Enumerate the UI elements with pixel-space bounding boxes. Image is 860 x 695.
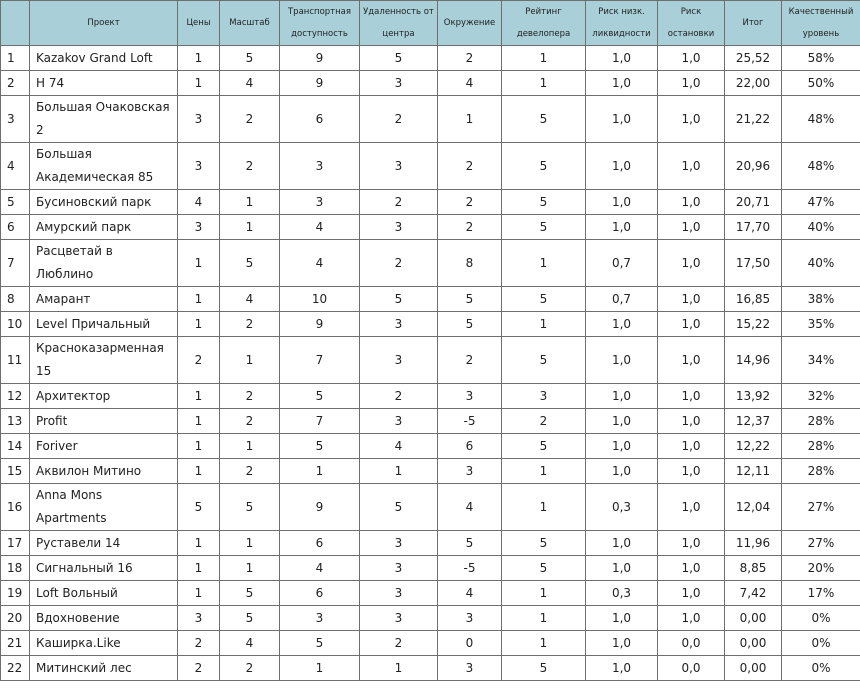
table-row: [1, 384, 860, 409]
project-name-cell: Anna Mons Apartments: [30, 484, 178, 531]
prices-cell: 3: [178, 96, 220, 143]
distance-cell: 3: [360, 143, 438, 190]
transport-cell: 6: [280, 581, 360, 606]
transport-cell: 4: [280, 215, 360, 240]
environment-cell: 3: [438, 606, 502, 631]
transport-cell: 4: [280, 240, 360, 287]
transport-cell: 6: [280, 531, 360, 556]
environment-cell: 3: [438, 459, 502, 484]
distance-cell: 3: [360, 409, 438, 434]
prices-cell: 1: [178, 384, 220, 409]
stop-risk-cell: 1,0: [658, 556, 725, 581]
environment-cell: 8: [438, 240, 502, 287]
scale-cell: 2: [220, 656, 280, 681]
project-name-cell: Амарант: [30, 287, 178, 312]
transport-cell: 5: [280, 384, 360, 409]
transport-cell: 3: [280, 143, 360, 190]
scale-cell: 2: [220, 143, 280, 190]
environment-cell: 2: [438, 215, 502, 240]
row-number-cell: 18: [1, 556, 30, 581]
row-number-cell: 10: [1, 312, 30, 337]
quality-cell: 50%: [782, 71, 860, 96]
scale-cell: 2: [220, 96, 280, 143]
developer-rating-cell: 1: [502, 606, 586, 631]
project-name-cell: Амурский парк: [30, 215, 178, 240]
distance-cell: 1: [360, 459, 438, 484]
row-number-cell: 4: [1, 143, 30, 190]
quality-cell: 47%: [782, 190, 860, 215]
developer-rating-cell: 1: [502, 240, 586, 287]
distance-cell: 3: [360, 531, 438, 556]
scale-cell: 4: [220, 287, 280, 312]
transport-cell: 4: [280, 556, 360, 581]
transport-cell: 9: [280, 46, 360, 71]
distance-cell: 2: [360, 384, 438, 409]
col-header-quality: Качественный уровень: [782, 1, 860, 46]
col-header-project: Проект: [30, 1, 178, 46]
col-header-environment: Окружение: [438, 1, 502, 46]
project-name-cell: Большая Академическая 85: [30, 143, 178, 190]
total-cell: 7,42: [725, 581, 782, 606]
total-cell: 0,00: [725, 656, 782, 681]
row-number-cell: 7: [1, 240, 30, 287]
prices-cell: 5: [178, 484, 220, 531]
stop-risk-cell: 1,0: [658, 143, 725, 190]
prices-cell: 1: [178, 434, 220, 459]
developer-rating-cell: 5: [502, 190, 586, 215]
stop-risk-cell: 0,0: [658, 631, 725, 656]
row-number-cell: 13: [1, 409, 30, 434]
scale-cell: 1: [220, 190, 280, 215]
stop-risk-cell: 1,0: [658, 459, 725, 484]
table-row: [1, 71, 860, 96]
total-cell: 12,04: [725, 484, 782, 531]
col-header-prices: Цены: [178, 1, 220, 46]
liquidity-risk-cell: 0,7: [586, 240, 658, 287]
distance-cell: 2: [360, 190, 438, 215]
developer-rating-cell: 1: [502, 631, 586, 656]
project-name-cell: Руставели 14: [30, 531, 178, 556]
quality-cell: 34%: [782, 337, 860, 384]
prices-cell: 1: [178, 287, 220, 312]
environment-cell: 5: [438, 531, 502, 556]
distance-cell: 3: [360, 71, 438, 96]
transport-cell: 9: [280, 312, 360, 337]
transport-cell: 9: [280, 71, 360, 96]
distance-cell: 3: [360, 556, 438, 581]
liquidity-risk-cell: 1,0: [586, 96, 658, 143]
quality-cell: 0%: [782, 606, 860, 631]
stop-risk-cell: 1,0: [658, 240, 725, 287]
row-number-cell: 2: [1, 71, 30, 96]
liquidity-risk-cell: 1,0: [586, 71, 658, 96]
col-header-scale: Масштаб: [220, 1, 280, 46]
total-cell: 17,70: [725, 215, 782, 240]
developer-rating-cell: 1: [502, 312, 586, 337]
quality-cell: 40%: [782, 215, 860, 240]
environment-cell: 2: [438, 46, 502, 71]
liquidity-risk-cell: 1,0: [586, 434, 658, 459]
prices-cell: 3: [178, 143, 220, 190]
project-name-cell: Расцветай в Люблино: [30, 240, 178, 287]
table-row: [1, 459, 860, 484]
environment-cell: 4: [438, 484, 502, 531]
row-number-cell: 8: [1, 287, 30, 312]
col-header-total: Итог: [725, 1, 782, 46]
quality-cell: 27%: [782, 531, 860, 556]
developer-rating-cell: 2: [502, 409, 586, 434]
project-name-cell: Вдохновение: [30, 606, 178, 631]
total-cell: 22,00: [725, 71, 782, 96]
row-number-cell: 1: [1, 46, 30, 71]
total-cell: 11,96: [725, 531, 782, 556]
stop-risk-cell: 1,0: [658, 46, 725, 71]
project-name-cell: Loft Вольный: [30, 581, 178, 606]
total-cell: 20,71: [725, 190, 782, 215]
scale-cell: 5: [220, 240, 280, 287]
table-row: [1, 556, 860, 581]
total-cell: 21,22: [725, 96, 782, 143]
prices-cell: 2: [178, 631, 220, 656]
row-number-cell: 14: [1, 434, 30, 459]
table-row: [1, 143, 860, 190]
quality-cell: 40%: [782, 240, 860, 287]
distance-cell: 4: [360, 434, 438, 459]
table-body: [1, 46, 860, 681]
environment-cell: 6: [438, 434, 502, 459]
liquidity-risk-cell: 1,0: [586, 190, 658, 215]
col-header-distance: Удаленность от центра: [360, 1, 438, 46]
stop-risk-cell: 1,0: [658, 384, 725, 409]
prices-cell: 3: [178, 606, 220, 631]
quality-cell: 58%: [782, 46, 860, 71]
table-row: [1, 190, 860, 215]
transport-cell: 1: [280, 459, 360, 484]
prices-cell: 1: [178, 581, 220, 606]
scale-cell: 5: [220, 581, 280, 606]
project-name-cell: Каширка.Like: [30, 631, 178, 656]
row-number-cell: 19: [1, 581, 30, 606]
distance-cell: 1: [360, 656, 438, 681]
distance-cell: 5: [360, 287, 438, 312]
row-number-cell: 6: [1, 215, 30, 240]
transport-cell: 7: [280, 337, 360, 384]
liquidity-risk-cell: 1,0: [586, 531, 658, 556]
stop-risk-cell: 1,0: [658, 531, 725, 556]
prices-cell: 2: [178, 656, 220, 681]
liquidity-risk-cell: 1,0: [586, 46, 658, 71]
developer-rating-cell: 5: [502, 96, 586, 143]
stop-risk-cell: 1,0: [658, 96, 725, 143]
developer-rating-cell: 1: [502, 484, 586, 531]
row-number-cell: 3: [1, 96, 30, 143]
environment-cell: 3: [438, 656, 502, 681]
prices-cell: 1: [178, 531, 220, 556]
table-row: [1, 46, 860, 71]
table-row: [1, 287, 860, 312]
developer-rating-cell: 5: [502, 215, 586, 240]
distance-cell: 2: [360, 240, 438, 287]
scale-cell: 1: [220, 215, 280, 240]
developer-rating-cell: 1: [502, 459, 586, 484]
row-number-cell: 15: [1, 459, 30, 484]
prices-cell: 2: [178, 337, 220, 384]
project-name-cell: Краснօказарменная 15: [30, 337, 178, 384]
row-number-cell: 11: [1, 337, 30, 384]
quality-cell: 28%: [782, 459, 860, 484]
environment-cell: 2: [438, 337, 502, 384]
scale-cell: 1: [220, 337, 280, 384]
distance-cell: 2: [360, 631, 438, 656]
developer-rating-cell: 5: [502, 337, 586, 384]
row-number-cell: 12: [1, 384, 30, 409]
scale-cell: 2: [220, 409, 280, 434]
transport-cell: 5: [280, 631, 360, 656]
transport-cell: 10: [280, 287, 360, 312]
col-header-number: [1, 1, 30, 46]
liquidity-risk-cell: 1,0: [586, 459, 658, 484]
project-name-cell: Kazakov Grand Loft: [30, 46, 178, 71]
project-name-cell: Н 74: [30, 71, 178, 96]
row-number-cell: 17: [1, 531, 30, 556]
developer-rating-cell: 5: [502, 143, 586, 190]
transport-cell: 1: [280, 656, 360, 681]
distance-cell: 3: [360, 606, 438, 631]
environment-cell: 2: [438, 143, 502, 190]
quality-cell: 17%: [782, 581, 860, 606]
transport-cell: 6: [280, 96, 360, 143]
prices-cell: 1: [178, 459, 220, 484]
project-name-cell: Аквилон Митино: [30, 459, 178, 484]
scale-cell: 4: [220, 71, 280, 96]
row-number-cell: 21: [1, 631, 30, 656]
scale-cell: 2: [220, 312, 280, 337]
developer-rating-cell: 5: [502, 531, 586, 556]
stop-risk-cell: 1,0: [658, 287, 725, 312]
environment-cell: 1: [438, 96, 502, 143]
developer-rating-cell: 1: [502, 71, 586, 96]
transport-cell: 7: [280, 409, 360, 434]
scale-cell: 2: [220, 384, 280, 409]
table-row: [1, 484, 860, 531]
stop-risk-cell: 1,0: [658, 337, 725, 384]
prices-cell: 1: [178, 46, 220, 71]
stop-risk-cell: 0,0: [658, 656, 725, 681]
stop-risk-cell: 1,0: [658, 606, 725, 631]
table-row: [1, 581, 860, 606]
developer-rating-cell: 5: [502, 556, 586, 581]
total-cell: 17,50: [725, 240, 782, 287]
environment-cell: 0: [438, 631, 502, 656]
scale-cell: 1: [220, 531, 280, 556]
row-number-cell: 16: [1, 484, 30, 531]
distance-cell: 5: [360, 484, 438, 531]
developer-rating-cell: 3: [502, 384, 586, 409]
prices-cell: 3: [178, 215, 220, 240]
col-header-transport: Транспортная доступность: [280, 1, 360, 46]
table-row: [1, 606, 860, 631]
transport-cell: 3: [280, 606, 360, 631]
scale-cell: 1: [220, 434, 280, 459]
prices-cell: 1: [178, 312, 220, 337]
liquidity-risk-cell: 0,7: [586, 287, 658, 312]
liquidity-risk-cell: 1,0: [586, 143, 658, 190]
table-row: [1, 531, 860, 556]
scale-cell: 2: [220, 459, 280, 484]
total-cell: 0,00: [725, 606, 782, 631]
stop-risk-cell: 1,0: [658, 190, 725, 215]
liquidity-risk-cell: 0,3: [586, 581, 658, 606]
stop-risk-cell: 1,0: [658, 409, 725, 434]
environment-cell: 5: [438, 312, 502, 337]
total-cell: 20,96: [725, 143, 782, 190]
table-row: [1, 656, 860, 681]
stop-risk-cell: 1,0: [658, 71, 725, 96]
project-name-cell: Большая Очаковская 2: [30, 96, 178, 143]
project-name-cell: Архитектор: [30, 384, 178, 409]
col-header-stop-risk: Риск остановки: [658, 1, 725, 46]
environment-cell: 4: [438, 581, 502, 606]
developer-rating-cell: 1: [502, 581, 586, 606]
transport-cell: 5: [280, 434, 360, 459]
developer-rating-cell: 5: [502, 287, 586, 312]
liquidity-risk-cell: 1,0: [586, 312, 658, 337]
stop-risk-cell: 1,0: [658, 581, 725, 606]
quality-cell: 28%: [782, 409, 860, 434]
distance-cell: 3: [360, 337, 438, 384]
developer-rating-cell: 5: [502, 656, 586, 681]
distance-cell: 5: [360, 46, 438, 71]
liquidity-risk-cell: 0,3: [586, 484, 658, 531]
project-name-cell: Сигнальный 16: [30, 556, 178, 581]
row-number-cell: 20: [1, 606, 30, 631]
prices-cell: 4: [178, 190, 220, 215]
total-cell: 0,00: [725, 631, 782, 656]
liquidity-risk-cell: 1,0: [586, 631, 658, 656]
quality-cell: 48%: [782, 143, 860, 190]
stop-risk-cell: 1,0: [658, 312, 725, 337]
quality-cell: 0%: [782, 656, 860, 681]
quality-cell: 32%: [782, 384, 860, 409]
liquidity-risk-cell: 1,0: [586, 384, 658, 409]
quality-cell: 0%: [782, 631, 860, 656]
liquidity-risk-cell: 1,0: [586, 409, 658, 434]
quality-cell: 35%: [782, 312, 860, 337]
liquidity-risk-cell: 1,0: [586, 215, 658, 240]
total-cell: 25,52: [725, 46, 782, 71]
stop-risk-cell: 1,0: [658, 484, 725, 531]
prices-cell: 1: [178, 409, 220, 434]
total-cell: 15,22: [725, 312, 782, 337]
developer-rating-cell: 1: [502, 46, 586, 71]
environment-cell: 4: [438, 71, 502, 96]
table-row: [1, 631, 860, 656]
project-name-cell: Бусиновский парк: [30, 190, 178, 215]
quality-cell: 27%: [782, 484, 860, 531]
col-header-liquidity-risk: Риск низк. ликвидности: [586, 1, 658, 46]
quality-cell: 48%: [782, 96, 860, 143]
environment-cell: 3: [438, 384, 502, 409]
environment-cell: -5: [438, 556, 502, 581]
prices-cell: 1: [178, 71, 220, 96]
total-cell: 14,96: [725, 337, 782, 384]
total-cell: 8,85: [725, 556, 782, 581]
row-number-cell: 5: [1, 190, 30, 215]
transport-cell: 3: [280, 190, 360, 215]
distance-cell: 3: [360, 312, 438, 337]
environment-cell: 2: [438, 190, 502, 215]
col-header-developer-rating: Рейтинг девелопера: [502, 1, 586, 46]
prices-cell: 1: [178, 240, 220, 287]
transport-cell: 9: [280, 484, 360, 531]
liquidity-risk-cell: 1,0: [586, 656, 658, 681]
quality-cell: 28%: [782, 434, 860, 459]
table-row: [1, 240, 860, 287]
table-row: [1, 312, 860, 337]
environment-cell: -5: [438, 409, 502, 434]
scale-cell: 5: [220, 484, 280, 531]
table-row: [1, 409, 860, 434]
distance-cell: 3: [360, 581, 438, 606]
project-name-cell: Митинский лес: [30, 656, 178, 681]
environment-cell: 5: [438, 287, 502, 312]
scale-cell: 5: [220, 46, 280, 71]
project-name-cell: Profit: [30, 409, 178, 434]
total-cell: 16,85: [725, 287, 782, 312]
quality-cell: 20%: [782, 556, 860, 581]
total-cell: 13,92: [725, 384, 782, 409]
liquidity-risk-cell: 1,0: [586, 606, 658, 631]
table-row: [1, 96, 860, 143]
liquidity-risk-cell: 1,0: [586, 556, 658, 581]
table-row: [1, 337, 860, 384]
distance-cell: 3: [360, 215, 438, 240]
scale-cell: 4: [220, 631, 280, 656]
prices-cell: 1: [178, 556, 220, 581]
distance-cell: 2: [360, 96, 438, 143]
table-row: [1, 434, 860, 459]
total-cell: 12,37: [725, 409, 782, 434]
stop-risk-cell: 1,0: [658, 215, 725, 240]
liquidity-risk-cell: 1,0: [586, 337, 658, 384]
row-number-cell: 22: [1, 656, 30, 681]
table-row: [1, 215, 860, 240]
header-row: [1, 1, 860, 46]
scale-cell: 5: [220, 606, 280, 631]
scale-cell: 1: [220, 556, 280, 581]
project-name-cell: Foriver: [30, 434, 178, 459]
developer-rating-cell: 5: [502, 434, 586, 459]
total-cell: 12,22: [725, 434, 782, 459]
project-name-cell: Level Причальный: [30, 312, 178, 337]
quality-cell: 38%: [782, 287, 860, 312]
stop-risk-cell: 1,0: [658, 434, 725, 459]
total-cell: 12,11: [725, 459, 782, 484]
